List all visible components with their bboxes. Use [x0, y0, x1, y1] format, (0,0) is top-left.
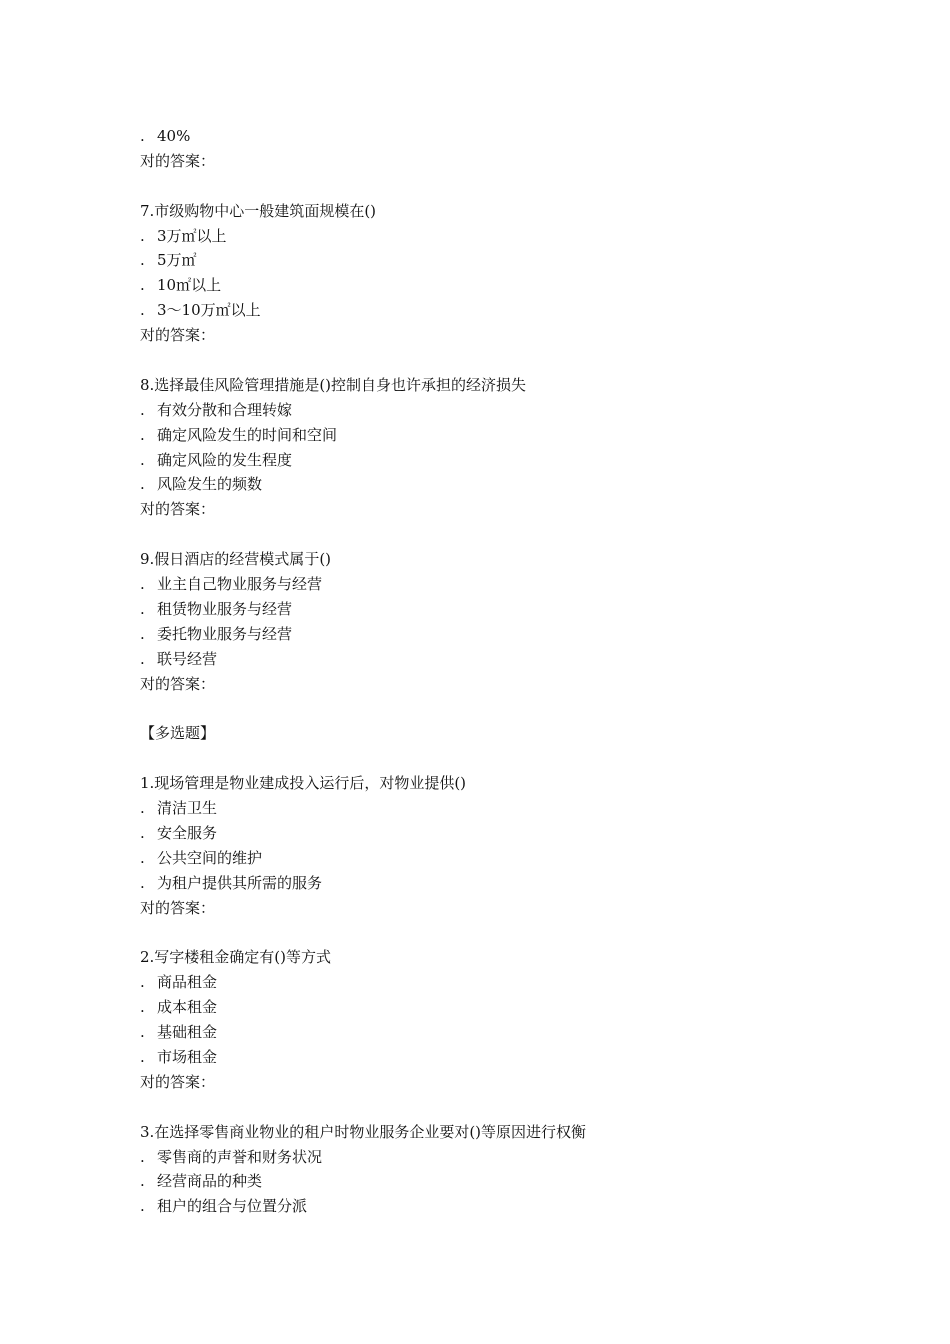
option-marker: . — [140, 649, 145, 668]
option-line — [140, 647, 840, 672]
option-text: 成本租金 — [157, 998, 218, 1017]
option-text: 经营商品的种类 — [157, 1172, 263, 1191]
question-stem: 1.现场管理是物业建成投入运行后，对物业提供() — [140, 774, 467, 793]
option-line — [140, 1020, 840, 1045]
option-marker: . — [140, 226, 145, 245]
option-text: 业主自己物业服务与经营 — [157, 575, 323, 594]
option-marker: . — [140, 823, 145, 842]
option-text: 零售商的声誉和财务状况 — [157, 1147, 323, 1166]
option-marker: . — [140, 624, 145, 643]
option-line — [140, 597, 840, 622]
option-marker: . — [140, 1023, 145, 1042]
option-line — [140, 995, 840, 1020]
option-marker: . — [140, 127, 145, 145]
option-marker: . — [140, 450, 145, 469]
answer-label: 对的答案： — [140, 674, 216, 693]
option-text: 40% — [157, 127, 191, 145]
option-line — [140, 796, 840, 821]
option-marker: . — [140, 973, 145, 992]
option-text: 市场租金 — [157, 1047, 218, 1066]
spacer — [140, 348, 840, 373]
option-text: 有效分散和合理转嫁 — [157, 400, 293, 419]
option-marker: . — [140, 1047, 145, 1066]
spacer — [140, 1095, 840, 1120]
spacer — [140, 746, 840, 771]
option-text: 租户的组合与位置分派 — [157, 1197, 308, 1216]
option-text: 公共空间的维护 — [157, 848, 263, 867]
spacer — [140, 696, 840, 721]
option-marker: . — [140, 425, 145, 444]
option-marker: . — [140, 848, 145, 867]
option-line — [140, 224, 840, 249]
option-line — [140, 298, 840, 323]
answer-label: 对的答案： — [140, 500, 216, 519]
question-stem: 9.假日酒店的经营模式属于() — [140, 550, 332, 569]
option-line — [140, 846, 840, 871]
option-marker: . — [140, 575, 145, 594]
document-page — [140, 124, 840, 1219]
option-marker: . — [140, 998, 145, 1017]
option-line — [140, 248, 840, 273]
question-stem: 3.在选择零售商业物业的租户时物业服务企业要对()等原因进行权衡 — [140, 1122, 587, 1141]
option-line — [140, 472, 840, 497]
option-text: 安全服务 — [157, 823, 218, 842]
section-title: 【多选题】 — [140, 724, 216, 743]
option-text: 租赁物业服务与经营 — [157, 599, 293, 618]
spacer — [140, 174, 840, 199]
option-line — [140, 821, 840, 846]
question-stem: 8.选择最佳风险管理措施是()控制自身也许承担的经济损失 — [140, 375, 527, 394]
spacer — [140, 522, 840, 547]
option-text: 基础租金 — [157, 1023, 218, 1042]
option-text: 风险发生的频数 — [157, 475, 263, 494]
option-text: 联号经营 — [157, 649, 218, 668]
option-line — [140, 273, 840, 298]
option-line — [140, 423, 840, 448]
answer-label: 对的答案： — [140, 898, 216, 917]
option-line — [140, 448, 840, 473]
option-text: 委托物业服务与经营 — [157, 624, 293, 643]
option-line — [140, 622, 840, 647]
option-marker: . — [140, 251, 145, 270]
option-line — [140, 572, 840, 597]
option-line — [140, 970, 840, 995]
option-text: 为租户提供其所需的服务 — [157, 873, 323, 892]
option-line — [140, 124, 840, 149]
option-text: 确定风险的发生程度 — [157, 450, 293, 469]
option-marker: . — [140, 301, 145, 320]
option-marker: . — [140, 1197, 145, 1216]
question-stem: 2.写字楼租金确定有()等方式 — [140, 948, 332, 967]
option-line — [140, 1145, 840, 1170]
option-text: 3万㎡以上 — [157, 226, 227, 245]
option-text: 商品租金 — [157, 973, 218, 992]
option-text: 3～10万㎡以上 — [157, 301, 261, 320]
spacer — [140, 921, 840, 946]
option-marker: . — [140, 276, 145, 295]
question-stem: 7.市级购物中心一般建筑面规模在() — [140, 201, 377, 220]
option-line — [140, 871, 840, 896]
option-text: 10㎡以上 — [157, 276, 222, 295]
option-marker: . — [140, 873, 145, 892]
option-marker: . — [140, 1172, 145, 1191]
option-marker: . — [140, 599, 145, 618]
answer-label: 对的答案： — [140, 1072, 216, 1091]
answer-label: 对的答案： — [140, 326, 216, 345]
option-line — [140, 398, 840, 423]
option-marker: . — [140, 475, 145, 494]
option-text: 5万㎡ — [157, 251, 197, 270]
option-line — [140, 1169, 840, 1194]
option-marker: . — [140, 799, 145, 818]
option-marker: . — [140, 1147, 145, 1166]
option-line — [140, 1045, 840, 1070]
option-line — [140, 1194, 840, 1219]
option-marker: . — [140, 400, 145, 419]
option-text: 清洁卫生 — [157, 799, 218, 818]
answer-label: 对的答案： — [140, 151, 216, 170]
option-text: 确定风险发生的时间和空间 — [157, 425, 338, 444]
